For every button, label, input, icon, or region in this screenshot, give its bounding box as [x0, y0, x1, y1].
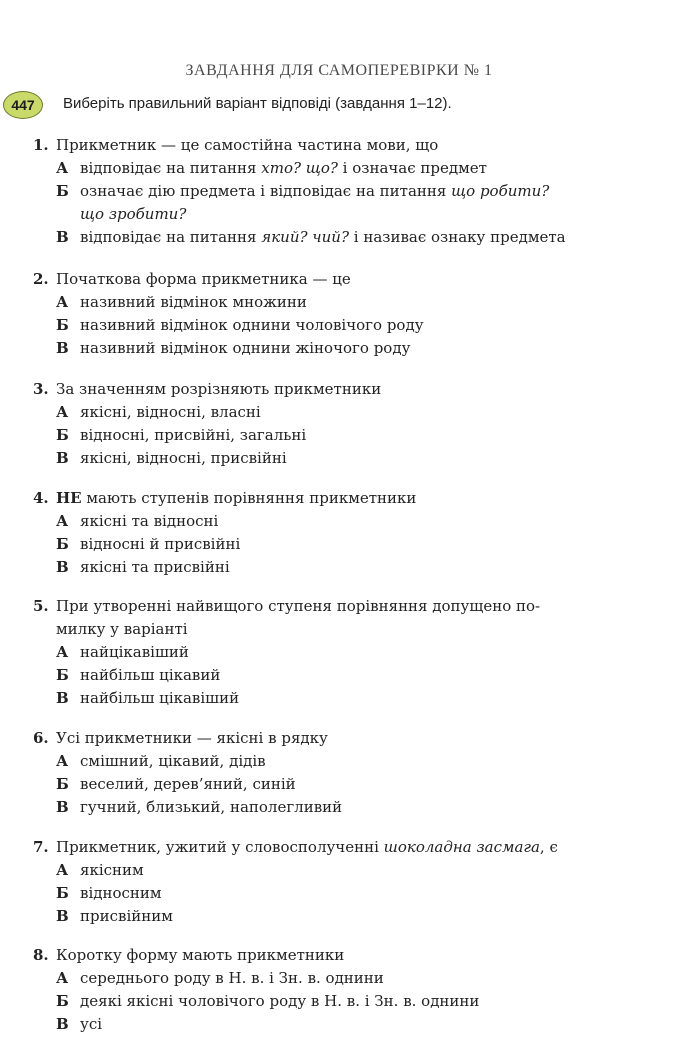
answer-option[interactable] [33, 314, 645, 337]
answer-option[interactable] [33, 750, 645, 773]
answer-option[interactable] [33, 447, 645, 470]
option-text-continuation: що зробити? [80, 205, 187, 223]
option-text-italic: що робити? [451, 182, 550, 200]
option-letter: В [56, 798, 69, 816]
option-letter: Б [56, 992, 69, 1010]
option-letter: Б [56, 535, 69, 553]
option-text: гучний, близький, наполегливий [80, 798, 343, 816]
answer-option[interactable] [33, 180, 645, 226]
question-4 [33, 487, 645, 579]
question-text: , є [539, 838, 558, 856]
option-letter: Б [56, 182, 69, 200]
question-text: За значенням розрізняють прикметники [56, 380, 382, 398]
option-text: відповідає на питання [80, 228, 262, 246]
option-text: відносним [80, 884, 162, 902]
option-letter: А [56, 752, 69, 770]
task-row [0, 90, 678, 120]
option-text: називний відмінок множини [80, 293, 307, 311]
option-text: найцікавіший [80, 643, 189, 661]
answer-option[interactable] [33, 664, 645, 687]
question-text-italic: шоколадна засмага [383, 838, 540, 856]
question-8 [33, 944, 645, 1036]
option-text: відносні, присвійні, загальні [80, 426, 307, 444]
question-7 [33, 836, 645, 928]
question-number: 8. [33, 946, 49, 964]
answer-option[interactable] [33, 687, 645, 710]
question-text: При утворенні найвищого ступеня порівняння допущено по- [56, 597, 541, 615]
answer-option[interactable] [33, 510, 645, 533]
option-text: відносні й присвійні [80, 535, 241, 553]
answer-option[interactable] [33, 905, 645, 928]
option-letter: А [56, 969, 69, 987]
option-text: якісні, відносні, власні [80, 403, 261, 421]
question-text-continuation: милку у варіанті [56, 620, 188, 638]
option-text: і називає ознаку предмета [349, 228, 566, 246]
question-text: Усі прикметники — якісні в рядку [56, 729, 328, 747]
answer-option[interactable] [33, 796, 645, 819]
option-letter: В [56, 449, 69, 467]
answer-option[interactable] [33, 157, 645, 180]
answer-option[interactable] [33, 556, 645, 579]
question-number: 5. [33, 597, 49, 615]
question-number: 2. [33, 270, 49, 288]
answer-option[interactable] [33, 882, 645, 905]
question-text: Початкова форма прикметника — це [56, 270, 351, 288]
option-letter: А [56, 861, 69, 879]
option-letter: А [56, 159, 69, 177]
answer-option[interactable] [33, 424, 645, 447]
option-letter: Б [56, 426, 69, 444]
option-text: середнього роду в Н. в. і Зн. в. однини [80, 969, 384, 987]
question-text: Коротку форму мають прикметники [56, 946, 345, 964]
question-text: Прикметник, ужитий у словосполученні [56, 838, 384, 856]
question-6 [33, 727, 645, 819]
answer-option[interactable] [33, 990, 645, 1013]
option-letter: В [56, 907, 69, 925]
option-letter: В [56, 1015, 69, 1033]
question-2 [33, 268, 645, 360]
option-letter: Б [56, 666, 69, 684]
option-text: якісним [80, 861, 144, 879]
option-text: веселий, дерев’яний, синій [80, 775, 296, 793]
option-text: називний відмінок однини жіночого роду [80, 339, 411, 357]
answer-option[interactable] [33, 967, 645, 990]
question-3 [33, 378, 645, 470]
question-text: мають ступенів порівняння прикметники [81, 489, 417, 507]
option-letter: В [56, 339, 69, 357]
option-letter: А [56, 643, 69, 661]
answer-option[interactable] [33, 291, 645, 314]
question-number: 1. [33, 136, 49, 154]
option-text: смішний, цікавий, дідів [80, 752, 266, 770]
option-letter: А [56, 293, 69, 311]
option-text: і означає предмет [337, 159, 487, 177]
option-text: якісні, відносні, присвійні [80, 449, 287, 467]
answer-option[interactable] [33, 337, 645, 360]
option-letter: Б [56, 884, 69, 902]
option-text: якісні та присвійні [80, 558, 230, 576]
question-number: 4. [33, 489, 49, 507]
answer-option[interactable] [33, 859, 645, 882]
option-text: якісні та відносні [80, 512, 219, 530]
option-letter: В [56, 228, 69, 246]
answer-option[interactable] [33, 533, 645, 556]
answer-option[interactable] [33, 641, 645, 664]
option-letter: В [56, 558, 69, 576]
question-number: 3. [33, 380, 49, 398]
option-text: найбільш цікавіший [80, 689, 240, 707]
option-text: відповідає на питання [80, 159, 262, 177]
option-letter: В [56, 689, 69, 707]
answer-option[interactable] [33, 1013, 645, 1036]
question-5 [33, 595, 645, 710]
option-text: присвійним [80, 907, 173, 925]
question-text-bold: НЕ [56, 489, 82, 507]
option-letter: А [56, 512, 69, 530]
answer-option[interactable] [33, 773, 645, 796]
option-letter: Б [56, 775, 69, 793]
option-letter: Б [56, 316, 69, 334]
answer-option[interactable] [33, 401, 645, 424]
option-text: називний відмінок однини чоловічого роду [80, 316, 424, 334]
page-heading: ЗАВДАННЯ ДЛЯ САМОПЕРЕВІРКИ № 1 [185, 62, 493, 79]
question-number: 7. [33, 838, 49, 856]
question-1 [33, 134, 645, 249]
option-text: означає дію предмета і відповідає на питання [80, 182, 452, 200]
option-letter: А [56, 403, 69, 421]
option-text: усі [80, 1015, 103, 1033]
task-instruction: Виберіть правильний варіант відповіді (завдання 1–12). [63, 95, 452, 112]
option-text-italic: хто? що? [261, 159, 338, 177]
question-text: Прикметник — це самостійна частина мови, що [56, 136, 439, 154]
task-number-badge: 447 [3, 91, 43, 119]
option-text-italic: який? чий? [261, 228, 349, 246]
answer-option[interactable] [33, 226, 645, 249]
option-text: найбільш цікавий [80, 666, 221, 684]
option-text: деякі якісні чоловічого роду в Н. в. і Зн. в. однини [80, 992, 480, 1010]
question-number: 6. [33, 729, 49, 747]
